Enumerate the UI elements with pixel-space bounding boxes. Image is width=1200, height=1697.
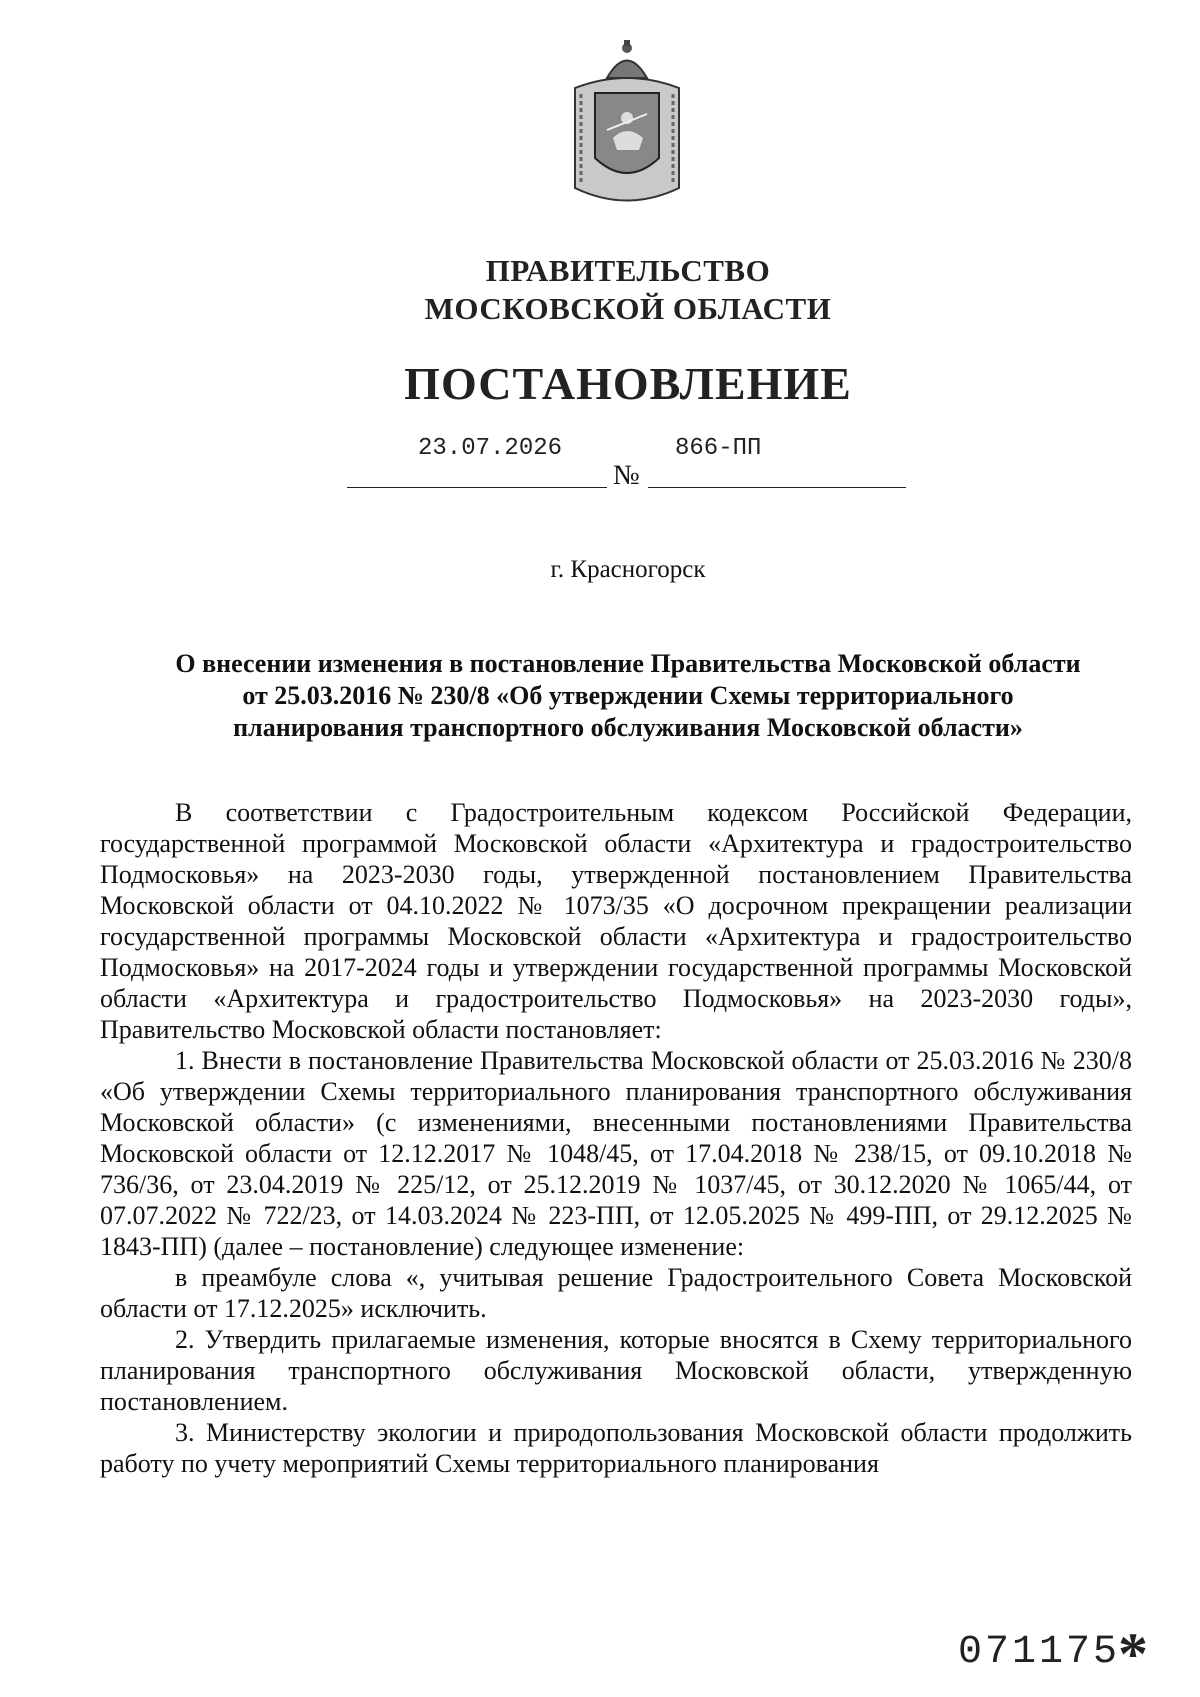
- paragraph-preamble: В соответствии с Градостроительным кодексом Российской Федерации, государственной программой Московской области «Архитектура и градостроительство Подмосковья» на 2023-2030 годы, утвержденной постановлением Правительства Московской области от 04.10.2022 № 1073/35 «О досрочном прекращении реализации государственной программы Московской области «Архитектура и градостроительство Подмосковья» на 2017-2024 годы и утверждении государственной программы Московской области «Архитектура и градостроительство Подмосковья» на 2023-2030 годы», Правительство Московской области постановляет:: [100, 798, 1132, 1044]
- number-sign: №: [613, 460, 640, 491]
- document-title-line2: от 25.03.2016 № 230/8 «Об утверждении Схемы территориального: [242, 681, 1014, 710]
- paragraph-item-2: 2. Утвердить прилагаемые изменения, которые вносятся в Схему территориального планирования транспортного обслуживания Московской области, утвержденную постановлением.: [100, 1325, 1132, 1416]
- asterisk-mark: *: [1118, 1621, 1148, 1687]
- paragraph-item-1: 1. Внести в постановление Правительства Московской области от 25.03.2016 № 230/8 «Об утверждении Схемы территориального планирования транспортного обслуживания Московской области» (с изменениями, внесенными постановлениями Правительства Московской области от 12.12.2017 № 1048/45, от 17.04.2018 № 238/15, от 09.10.2018 № 736/36, от 23.04.2019 № 225/12, от 25.12.2019 № 1037/45, от 30.12.2020 № 1065/44, от 07.07.2022 № 722/23, от 14.03.2024 № 223-ПП, от 12.05.2025 № 499-ПП, от 29.12.2025 № 1843-ПП) (далее – постановление) следующее изменение:: [100, 1046, 1132, 1261]
- paragraph-item-1-change: в преамбуле слова «, учитывая решение Градостроительного Совета Московской области от 17.12.2025» исключить.: [100, 1263, 1132, 1323]
- paragraph-item-3: 3. Министерству экологии и природопользования Московской области продолжить работу по учету мероприятий Схемы территориального планирования: [100, 1418, 1132, 1478]
- document-title-line3: планирования транспортного обслуживания Московской области»: [233, 713, 1023, 742]
- number-underline: [648, 487, 906, 488]
- org-name-line1: ПРАВИТЕЛЬСТВО: [485, 253, 771, 288]
- document-type: ПОСТАНОВЛЕНИЕ: [404, 358, 852, 409]
- document-number: 866-ПП: [675, 435, 762, 462]
- org-name-line2: МОСКОВСКОЙ ОБЛАСТИ: [424, 291, 832, 326]
- registration-number: 071175: [958, 1630, 1121, 1675]
- city: г. Красногорск: [550, 556, 706, 583]
- document-body: [100, 797, 1132, 1479]
- moscow-region-coat-of-arms-icon: [567, 38, 687, 218]
- date-underline: [347, 487, 607, 488]
- document-title-line1: О внесении изменения в постановление Правительства Московской области: [175, 649, 1081, 678]
- document-date: 23.07.2026: [418, 435, 563, 462]
